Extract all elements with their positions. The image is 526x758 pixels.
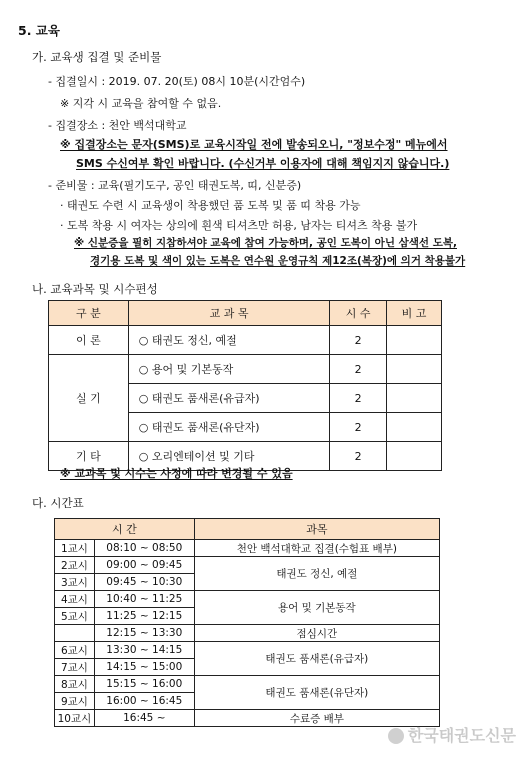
cell-subject: 태권도 품새론(유단자): [194, 676, 439, 710]
prep-item-1: · 태권도 수련 시 교육생이 착용했던 품 도복 및 품 띠 착용 가능: [60, 199, 361, 212]
watermark-logo-icon: [388, 728, 404, 744]
table-header-row: [49, 301, 442, 326]
header-subject: 과목: [194, 519, 439, 540]
cell-category: 기 타: [49, 442, 129, 471]
cell-time: 09:00 ~ 09:45: [94, 557, 194, 574]
cell-time: 10:40 ~ 11:25: [94, 591, 194, 608]
prep-note-1: ※ 신분증을 필히 지참하셔야 교육에 참여 가능하며, 공인 도복이 아닌 삼색선 도복,: [74, 237, 457, 249]
section-title: 5. 교육: [18, 23, 60, 38]
cell-period: 5교시: [55, 608, 95, 625]
gathering-date: - 집결일시 : 2019. 07. 20(토) 08시 10분(시간엄수): [48, 75, 306, 88]
table-row: [55, 625, 440, 642]
prep-item-2: · 도복 착용 시 여자는 상의에 흰색 티셔츠만 허용, 남자는 티셔츠 착용 불가: [60, 219, 418, 232]
heading-da: 다. 시간표: [32, 496, 84, 510]
cell-category: 실 기: [49, 355, 129, 442]
prep-note-2: 경기용 도복 및 색이 있는 도복은 연수원 운영규칙 제12조(복장)에 의거 착용불가: [90, 255, 466, 267]
cell-subject: 태권도 품새론(유급자): [194, 642, 439, 676]
watermark: [388, 723, 516, 746]
cell-subject: ○ 오리엔테이션 및 기타: [128, 442, 329, 471]
cell-subject: ○ 태권도 품새론(유급자): [128, 384, 329, 413]
table-header-row: [55, 519, 440, 540]
cell-time: 13:30 ~ 14:15: [94, 642, 194, 659]
cell-note: [387, 442, 442, 471]
cell-subject: ○ 태권도 품새론(유단자): [128, 413, 329, 442]
cell-period: [55, 625, 95, 642]
cell-hours: 2: [330, 326, 387, 355]
table-row: [55, 642, 440, 659]
cell-subject: 천안 백석대학교 집결(수험표 배부): [194, 540, 439, 557]
cell-subject: 용어 및 기본동작: [194, 591, 439, 625]
gathering-date-note: ※ 지각 시 교육을 참여할 수 없음.: [60, 97, 222, 110]
cell-hours: 2: [330, 413, 387, 442]
cell-subject: 점심시간: [194, 625, 439, 642]
header-hours: 시 수: [330, 301, 387, 326]
curriculum-table: [48, 300, 442, 471]
cell-note: [387, 326, 442, 355]
cell-subject: 태권도 정신, 예절: [194, 557, 439, 591]
cell-period: 8교시: [55, 676, 95, 693]
prep-line: - 준비물 : 교육(필기도구, 공인 태권도복, 띠, 신분증): [48, 179, 302, 192]
cell-time: 12:15 ~ 13:30: [94, 625, 194, 642]
table-row: [55, 557, 440, 574]
cell-note: [387, 384, 442, 413]
header-note: 비 고: [387, 301, 442, 326]
watermark-text: 한국태권도신문: [407, 726, 516, 745]
cell-period: 1교시: [55, 540, 95, 557]
cell-time: 15:15 ~ 16:00: [94, 676, 194, 693]
cell-hours: 2: [330, 384, 387, 413]
gathering-place-note-2: SMS 수신여부 확인 바랍니다. (수신거부 이용자에 대해 책임지지 않습니다.): [76, 157, 450, 170]
cell-period: 4교시: [55, 591, 95, 608]
cell-category: 이 론: [49, 326, 129, 355]
cell-time: 16:45 ~: [94, 710, 194, 727]
cell-period: 7교시: [55, 659, 95, 676]
header-subject: 교 과 목: [128, 301, 329, 326]
timetable: [54, 518, 440, 727]
table-row: [49, 326, 442, 355]
cell-period: 10교시: [55, 710, 95, 727]
table-row: [49, 355, 442, 384]
curriculum-note: ※ 교과목 및 시수는 사정에 따라 변경될 수 있음: [60, 467, 293, 480]
cell-hours: 2: [330, 355, 387, 384]
cell-period: 6교시: [55, 642, 95, 659]
cell-subject: ○ 태권도 정신, 예절: [128, 326, 329, 355]
heading-na: 나. 교육과목 및 시수편성: [32, 282, 158, 296]
table-row: [55, 540, 440, 557]
gathering-place: - 집결장소 : 천안 백석대학교: [48, 119, 187, 132]
header-time: 시 간: [55, 519, 195, 540]
cell-time: 14:15 ~ 15:00: [94, 659, 194, 676]
cell-time: 16:00 ~ 16:45: [94, 693, 194, 710]
gathering-place-note-1: ※ 집결장소는 문자(SMS)로 교육시작일 전에 발송되오니, "정보수정" 메뉴에서: [60, 138, 448, 151]
cell-subject: 수료증 배부: [194, 710, 439, 727]
cell-period: 3교시: [55, 574, 95, 591]
cell-time: 09:45 ~ 10:30: [94, 574, 194, 591]
cell-note: [387, 413, 442, 442]
cell-hours: 2: [330, 442, 387, 471]
table-row: [55, 591, 440, 608]
table-row: [55, 710, 440, 727]
header-category: 구 분: [49, 301, 129, 326]
table-row: [55, 676, 440, 693]
cell-period: 2교시: [55, 557, 95, 574]
cell-note: [387, 355, 442, 384]
cell-time: 08:10 ~ 08:50: [94, 540, 194, 557]
cell-period: 9교시: [55, 693, 95, 710]
cell-time: 11:25 ~ 12:15: [94, 608, 194, 625]
heading-ga: 가. 교육생 집결 및 준비물: [32, 50, 162, 64]
cell-subject: ○ 용어 및 기본동작: [128, 355, 329, 384]
